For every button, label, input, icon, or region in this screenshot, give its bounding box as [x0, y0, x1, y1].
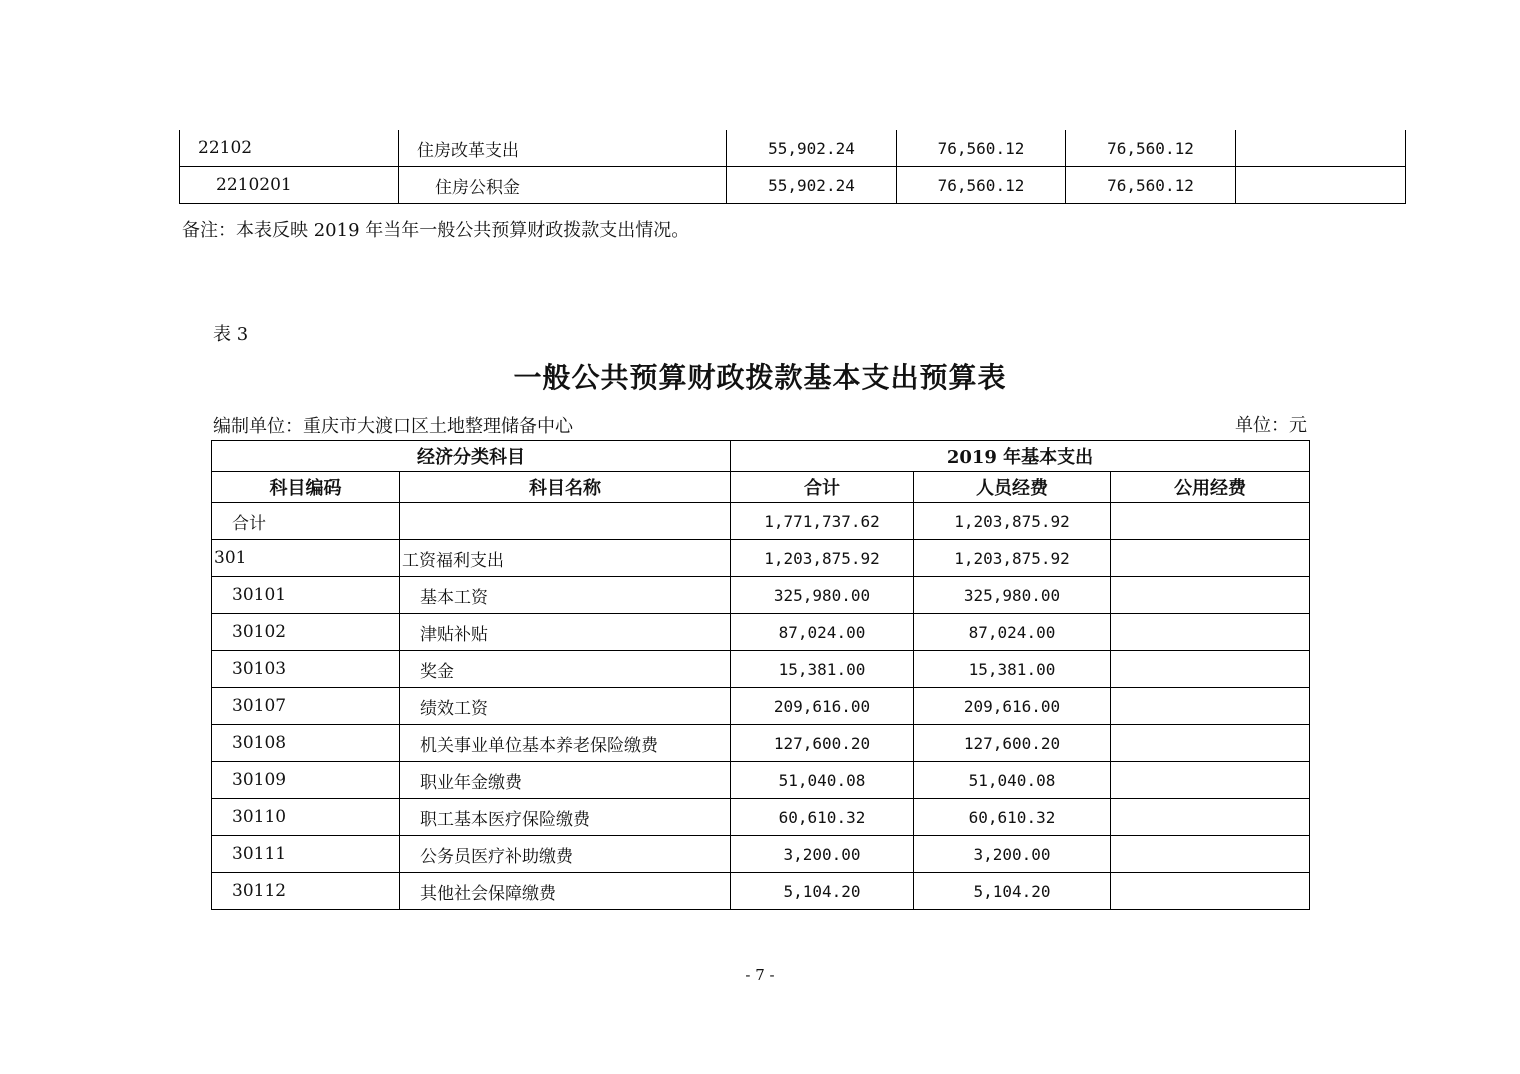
table-label: 表 3 [213, 324, 249, 345]
table-row [212, 688, 1310, 725]
public-cell [1111, 836, 1310, 873]
subject-name [400, 503, 731, 540]
currency-unit: 单位：元 [1235, 415, 1307, 436]
page-title: 一般公共预算财政拨款基本支出预算表 [513, 361, 1007, 394]
subject-code: 30111 [212, 836, 400, 873]
amount-cell: 76,560.12 [897, 167, 1066, 204]
subject-name: 机关事业单位基本养老保险缴费 [400, 725, 731, 762]
header-subject-code: 科目编码 [212, 472, 400, 503]
public-cell [1111, 614, 1310, 651]
table-row [212, 762, 1310, 799]
subject-code: 30101 [212, 577, 400, 614]
subject-code: 30103 [212, 651, 400, 688]
subject-code: 30109 [212, 762, 400, 799]
personnel-cell: 209,616.00 [914, 688, 1111, 725]
amount-cell: 76,560.12 [1066, 130, 1236, 167]
header-personnel-expenses: 人员经费 [914, 472, 1111, 503]
public-cell [1111, 762, 1310, 799]
total-cell: 60,610.32 [731, 799, 914, 836]
continued-expenditure-table [179, 130, 1406, 204]
public-cell [1111, 540, 1310, 577]
personnel-cell: 3,200.00 [914, 836, 1111, 873]
public-cell [1111, 503, 1310, 540]
table-row [212, 540, 1310, 577]
personnel-cell: 325,980.00 [914, 577, 1111, 614]
subject-code: 合计 [212, 503, 400, 540]
total-cell: 3,200.00 [731, 836, 914, 873]
public-cell [1111, 651, 1310, 688]
personnel-cell: 87,024.00 [914, 614, 1111, 651]
public-cell [1111, 577, 1310, 614]
subject-code: 30107 [212, 688, 400, 725]
table-row [212, 651, 1310, 688]
total-cell: 51,040.08 [731, 762, 914, 799]
subject-name: 基本工资 [400, 577, 731, 614]
personnel-cell: 1,203,875.92 [914, 503, 1111, 540]
personnel-cell: 1,203,875.92 [914, 540, 1111, 577]
table-row [180, 167, 1406, 204]
subject-name: 绩效工资 [400, 688, 731, 725]
personnel-cell: 127,600.20 [914, 725, 1111, 762]
amount-cell [1236, 167, 1406, 204]
table-row [212, 725, 1310, 762]
column-header-row [212, 472, 1310, 503]
total-cell: 87,024.00 [731, 614, 914, 651]
total-cell: 1,203,875.92 [731, 540, 914, 577]
public-cell [1111, 873, 1310, 910]
table-note: 备注：本表反映 2019 年当年一般公共预算财政拨款支出情况。 [182, 220, 690, 241]
header-basic-expenditure-2019: 2019 年基本支出 [731, 441, 1310, 472]
public-cell [1111, 725, 1310, 762]
amount-cell: 55,902.24 [727, 130, 897, 167]
table-row-total [212, 503, 1310, 540]
amount-cell: 55,902.24 [727, 167, 897, 204]
group-header-row [212, 441, 1310, 472]
personnel-cell: 15,381.00 [914, 651, 1111, 688]
subject-code: 30112 [212, 873, 400, 910]
public-cell [1111, 688, 1310, 725]
subject-name: 津贴补贴 [400, 614, 731, 651]
personnel-cell: 60,610.32 [914, 799, 1111, 836]
header-total: 合计 [731, 472, 914, 503]
header-economic-classification: 经济分类科目 [212, 441, 731, 472]
public-cell [1111, 799, 1310, 836]
total-cell: 1,771,737.62 [731, 503, 914, 540]
subject-name: 奖金 [400, 651, 731, 688]
amount-cell [1236, 130, 1406, 167]
subject-code: 2210201 [180, 167, 399, 204]
table-row [212, 577, 1310, 614]
table-row [212, 873, 1310, 910]
page-number: - 7 - [745, 966, 775, 984]
amount-cell: 76,560.12 [897, 130, 1066, 167]
table-row [212, 799, 1310, 836]
personnel-cell: 5,104.20 [914, 873, 1111, 910]
subject-code: 30102 [212, 614, 400, 651]
subject-code: 30108 [212, 725, 400, 762]
total-cell: 325,980.00 [731, 577, 914, 614]
total-cell: 15,381.00 [731, 651, 914, 688]
subject-name: 住房改革支出 [399, 130, 727, 167]
subject-code: 22102 [180, 130, 399, 167]
subject-name: 住房公积金 [399, 167, 727, 204]
table-row [212, 836, 1310, 873]
personnel-cell: 51,040.08 [914, 762, 1111, 799]
subject-name: 职业年金缴费 [400, 762, 731, 799]
total-cell: 209,616.00 [731, 688, 914, 725]
subject-code: 30110 [212, 799, 400, 836]
total-cell: 5,104.20 [731, 873, 914, 910]
compiling-unit: 编制单位：重庆市大渡口区土地整理储备中心 [213, 416, 573, 437]
subject-name: 工资福利支出 [400, 540, 731, 577]
table-row [180, 130, 1406, 167]
basic-expenditure-budget-table [211, 440, 1310, 910]
header-subject-name: 科目名称 [400, 472, 731, 503]
subject-code: 301 [212, 540, 400, 577]
subject-name: 其他社会保障缴费 [400, 873, 731, 910]
subject-name: 公务员医疗补助缴费 [400, 836, 731, 873]
amount-cell: 76,560.12 [1066, 167, 1236, 204]
table-row [212, 614, 1310, 651]
header-public-expenses: 公用经费 [1111, 472, 1310, 503]
total-cell: 127,600.20 [731, 725, 914, 762]
subject-name: 职工基本医疗保险缴费 [400, 799, 731, 836]
